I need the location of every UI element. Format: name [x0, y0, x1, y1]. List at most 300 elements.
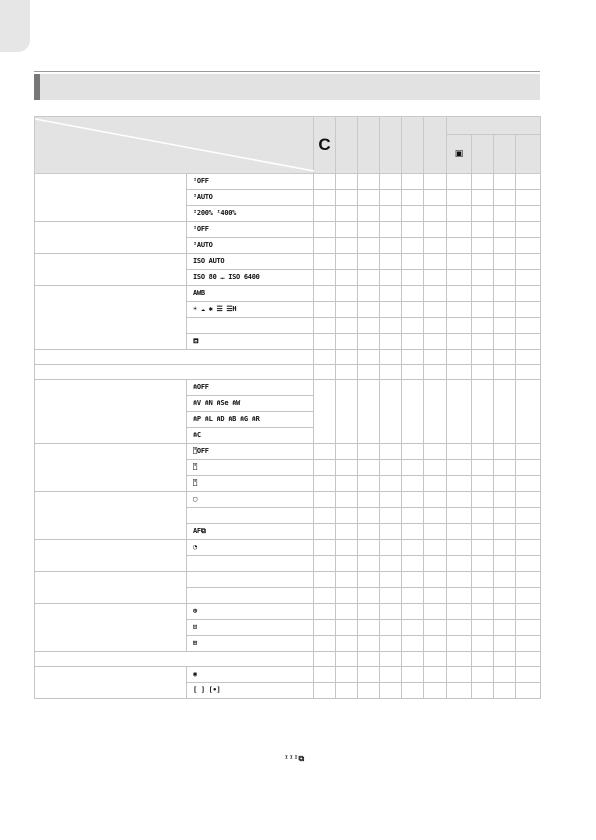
table-row — [35, 540, 541, 556]
mode-availability-cell — [447, 444, 472, 460]
mode-availability-cell — [516, 492, 541, 508]
mode-availability-cell — [447, 556, 472, 572]
mode-availability-cell — [494, 556, 516, 572]
setting-icon-cell — [187, 206, 314, 222]
header-diagonal-line — [35, 117, 314, 173]
mode-availability-cell — [424, 286, 447, 302]
setting-icon-cell — [187, 270, 314, 286]
setting-icon: ᴵOFF — [193, 176, 209, 185]
mode-availability-cell — [358, 667, 380, 683]
mode-availability-cell — [314, 190, 336, 206]
mode-availability-cell — [358, 334, 380, 350]
setting-icon: ⊞ — [193, 638, 197, 647]
setting-icon: ᴵAUTO — [193, 240, 213, 249]
mode-availability-cell — [336, 588, 358, 604]
mode-availability-cell — [494, 380, 516, 444]
mode-availability-cell — [358, 254, 380, 270]
mode-availability-cell — [494, 238, 516, 254]
mode-availability-cell — [472, 286, 494, 302]
mode-availability-cell — [380, 254, 402, 270]
mode-availability-cell — [402, 492, 424, 508]
mode-availability-cell — [472, 254, 494, 270]
mode-availability-cell — [516, 222, 541, 238]
setting-icon: ᴵOFF — [193, 224, 209, 233]
mode-col-3-header — [358, 117, 380, 174]
mode-availability-cell — [472, 206, 494, 222]
mode-availability-cell — [402, 286, 424, 302]
setting-icon-cell — [187, 588, 314, 604]
page-thumb-tab — [0, 0, 30, 52]
mode-availability-cell — [336, 444, 358, 460]
footer-mode-icon: ᴵᴵᴵ⧉ — [284, 754, 305, 763]
mode-col-4-header — [380, 117, 402, 174]
mode-availability-cell — [516, 683, 541, 699]
mode-availability-cell — [472, 604, 494, 620]
setting-icon-cell — [187, 667, 314, 683]
header-diagonal-cell — [35, 117, 314, 174]
setting-icon-cell — [187, 222, 314, 238]
mode-availability-cell — [358, 588, 380, 604]
mode-availability-cell — [516, 636, 541, 652]
mode-availability-cell — [402, 667, 424, 683]
mode-availability-cell — [516, 286, 541, 302]
mode-availability-cell — [424, 318, 447, 334]
table-row — [35, 286, 541, 302]
function-name-cell — [35, 350, 314, 365]
mode-availability-cell — [472, 190, 494, 206]
mode-availability-cell — [516, 540, 541, 556]
mode-col-8-header — [472, 135, 494, 174]
mode-availability-cell — [314, 652, 336, 667]
mode-availability-cell — [336, 492, 358, 508]
mode-availability-cell — [516, 620, 541, 636]
mode-availability-cell — [358, 190, 380, 206]
mode-availability-cell — [336, 270, 358, 286]
mode-availability-cell — [424, 636, 447, 652]
function-name-cell — [35, 604, 187, 652]
setting-icon: ISO AUTO — [193, 256, 225, 265]
function-name-cell — [35, 222, 187, 254]
setting-icon-cell — [187, 254, 314, 270]
mode-availability-cell — [447, 492, 472, 508]
mode-availability-cell — [494, 444, 516, 460]
mode-availability-cell — [494, 286, 516, 302]
mode-availability-cell — [472, 508, 494, 524]
mode-availability-cell — [358, 508, 380, 524]
mode-availability-cell — [314, 444, 336, 460]
mode-availability-cell — [336, 174, 358, 190]
mode-availability-cell — [424, 588, 447, 604]
mode-availability-cell — [424, 302, 447, 318]
mode-availability-cell — [402, 254, 424, 270]
scene-camera-icon: ▣ — [447, 135, 472, 174]
mode-availability-cell — [447, 318, 472, 334]
mode-availability-cell — [516, 476, 541, 492]
function-name-cell — [35, 652, 314, 667]
mode-availability-cell — [494, 620, 516, 636]
mode-availability-cell — [314, 620, 336, 636]
mode-availability-cell — [494, 540, 516, 556]
mode-availability-cell — [336, 508, 358, 524]
mode-availability-cell — [402, 222, 424, 238]
mode-availability-cell — [424, 476, 447, 492]
mode-availability-cell — [516, 524, 541, 540]
setting-icon-cell — [187, 286, 314, 302]
mode-availability-cell — [516, 556, 541, 572]
mode-availability-cell — [314, 286, 336, 302]
setting-icon-cell — [187, 508, 314, 524]
function-name-cell — [35, 286, 187, 350]
mode-availability-cell — [447, 683, 472, 699]
mode-availability-cell — [447, 588, 472, 604]
mode-availability-cell — [447, 350, 472, 365]
mode-availability-cell — [472, 492, 494, 508]
setting-icon-cell — [187, 492, 314, 508]
mode-availability-cell — [472, 588, 494, 604]
mode-availability-cell — [358, 302, 380, 318]
mode-availability-cell — [447, 476, 472, 492]
mode-availability-cell — [516, 572, 541, 588]
mode-availability-cell — [424, 222, 447, 238]
setting-icon-cell — [187, 460, 314, 476]
setting-icon-cell — [187, 412, 314, 428]
mode-availability-cell — [358, 206, 380, 222]
mode-availability-cell — [447, 652, 472, 667]
mode-availability-cell — [336, 222, 358, 238]
mode-availability-cell — [447, 302, 472, 318]
setting-icon-cell — [187, 428, 314, 444]
mode-availability-cell — [516, 652, 541, 667]
mode-availability-cell — [494, 508, 516, 524]
mode-availability-cell — [314, 556, 336, 572]
mode-availability-cell — [336, 302, 358, 318]
mode-availability-cell — [494, 476, 516, 492]
mode-availability-cell — [314, 302, 336, 318]
mode-availability-cell — [336, 238, 358, 254]
mode-availability-cell — [314, 524, 336, 540]
mode-availability-cell — [472, 524, 494, 540]
mode-availability-cell — [447, 190, 472, 206]
mode-availability-cell — [472, 302, 494, 318]
mode-availability-cell — [472, 334, 494, 350]
mode-availability-cell — [402, 476, 424, 492]
mode-availability-cell — [380, 524, 402, 540]
mode-availability-cell — [424, 365, 447, 380]
mode-availability-cell — [402, 540, 424, 556]
mode-availability-cell — [516, 318, 541, 334]
mode-availability-cell — [447, 460, 472, 476]
function-name-cell — [35, 572, 187, 604]
mode-availability-cell — [314, 270, 336, 286]
mode-availability-cell — [314, 380, 336, 444]
mode-availability-cell — [402, 556, 424, 572]
mode-availability-cell — [494, 190, 516, 206]
mode-availability-cell — [336, 286, 358, 302]
mode-availability-cell — [424, 270, 447, 286]
mode-availability-cell — [494, 588, 516, 604]
mode-availability-cell — [494, 254, 516, 270]
mode-availability-cell — [358, 380, 380, 444]
mode-availability-cell — [424, 444, 447, 460]
setting-icon: ▢ — [193, 494, 197, 503]
mode-availability-cell — [358, 492, 380, 508]
setting-icon-cell — [187, 302, 314, 318]
mode-availability-cell — [472, 556, 494, 572]
function-name-cell — [35, 667, 187, 699]
mode-availability-cell — [447, 270, 472, 286]
mode-col-2-header — [336, 117, 358, 174]
mode-availability-cell — [380, 286, 402, 302]
mode-availability-cell — [336, 476, 358, 492]
mode-availability-cell — [424, 652, 447, 667]
mode-availability-cell — [336, 318, 358, 334]
setting-icon: ᴵ200% ᴵ400% — [193, 208, 237, 217]
mode-availability-cell — [358, 222, 380, 238]
mode-availability-cell — [424, 667, 447, 683]
mode-availability-cell — [314, 636, 336, 652]
mode-col-5-header — [402, 117, 424, 174]
mode-availability-cell — [472, 318, 494, 334]
mode-availability-cell — [447, 572, 472, 588]
table-row — [35, 365, 541, 380]
mode-availability-cell — [472, 636, 494, 652]
mode-availability-cell — [447, 206, 472, 222]
mode-availability-cell — [472, 350, 494, 365]
setting-icon-cell — [187, 556, 314, 572]
setting-icon: ⍝V ⍝N ⍝Se ⍝W — [193, 398, 240, 407]
mode-availability-cell — [380, 350, 402, 365]
mode-availability-cell — [380, 460, 402, 476]
mode-availability-cell — [494, 302, 516, 318]
mode-availability-cell — [494, 350, 516, 365]
mode-availability-cell — [472, 620, 494, 636]
mode-availability-cell — [314, 476, 336, 492]
mode-availability-cell — [516, 350, 541, 365]
mode-availability-cell — [358, 540, 380, 556]
mode-col-9-header — [494, 135, 516, 174]
mode-availability-cell — [314, 222, 336, 238]
mode-availability-cell — [402, 683, 424, 699]
mode-availability-cell — [472, 444, 494, 460]
mode-availability-cell — [336, 683, 358, 699]
mode-availability-cell — [447, 334, 472, 350]
mode-availability-cell — [516, 206, 541, 222]
mode-availability-cell — [447, 620, 472, 636]
function-name-cell — [35, 380, 187, 444]
mode-availability-cell — [516, 270, 541, 286]
mode-availability-cell — [516, 508, 541, 524]
section-marker — [34, 74, 40, 100]
mode-availability-cell — [402, 508, 424, 524]
mode-availability-cell — [358, 460, 380, 476]
table-row — [35, 444, 541, 460]
mode-availability-cell — [447, 174, 472, 190]
mode-availability-cell — [358, 652, 380, 667]
mode-availability-cell — [380, 318, 402, 334]
mode-availability-cell — [402, 365, 424, 380]
mode-availability-cell — [447, 604, 472, 620]
mode-availability-cell — [336, 365, 358, 380]
mode-col-10-header — [516, 135, 541, 174]
mode-availability-cell — [402, 380, 424, 444]
setting-icon: ⊕ — [193, 606, 197, 615]
mode-availability-cell — [358, 683, 380, 699]
table-row — [35, 254, 541, 270]
mode-availability-cell — [472, 238, 494, 254]
mode-availability-cell — [314, 508, 336, 524]
mode-col-6-header — [424, 117, 447, 174]
mode-availability-cell — [516, 444, 541, 460]
mode-availability-cell — [424, 380, 447, 444]
mode-availability-cell — [424, 460, 447, 476]
mode-availability-cell — [380, 588, 402, 604]
mode-availability-cell — [472, 683, 494, 699]
mode-availability-cell — [402, 460, 424, 476]
mode-availability-cell — [472, 365, 494, 380]
mode-availability-cell — [336, 604, 358, 620]
mode-availability-cell — [424, 190, 447, 206]
mode-availability-cell — [358, 556, 380, 572]
mode-availability-cell — [336, 636, 358, 652]
availability-table — [34, 116, 541, 699]
setting-icon-cell — [187, 174, 314, 190]
setting-icon-cell — [187, 604, 314, 620]
mode-availability-cell — [472, 174, 494, 190]
mode-availability-cell — [424, 492, 447, 508]
mode-availability-cell — [494, 683, 516, 699]
setting-icon: ◔ — [193, 542, 197, 551]
mode-availability-cell — [314, 350, 336, 365]
mode-availability-cell — [314, 206, 336, 222]
setting-icon-cell — [187, 636, 314, 652]
mode-availability-cell — [336, 254, 358, 270]
setting-icon: [ ] [•] — [193, 685, 221, 694]
setting-icon-cell — [187, 620, 314, 636]
mode-availability-cell — [424, 556, 447, 572]
mode-availability-cell — [336, 556, 358, 572]
mode-availability-cell — [336, 460, 358, 476]
mode-availability-cell — [424, 238, 447, 254]
setting-icon-cell — [187, 540, 314, 556]
mode-c-header: C — [314, 117, 336, 174]
mode-availability-cell — [380, 683, 402, 699]
mode-availability-cell — [494, 667, 516, 683]
table-row — [35, 667, 541, 683]
setting-icon: AWB — [193, 288, 205, 297]
table-row — [35, 174, 541, 190]
table-row — [35, 604, 541, 620]
table-row — [35, 652, 541, 667]
mode-availability-cell — [424, 683, 447, 699]
mode-availability-cell — [494, 652, 516, 667]
mode-availability-cell — [402, 652, 424, 667]
mode-availability-cell — [424, 508, 447, 524]
function-name-cell — [35, 254, 187, 286]
mode-availability-cell — [336, 540, 358, 556]
mode-availability-cell — [358, 350, 380, 365]
mode-availability-cell — [516, 190, 541, 206]
setting-icon-cell — [187, 318, 314, 334]
mode-availability-cell — [314, 588, 336, 604]
mode-availability-cell — [336, 652, 358, 667]
table-row — [35, 350, 541, 365]
mode-availability-cell — [472, 572, 494, 588]
setting-icon-cell — [187, 444, 314, 460]
mode-availability-cell — [380, 667, 402, 683]
mode-availability-cell — [402, 444, 424, 460]
mode-availability-cell — [494, 604, 516, 620]
mode-availability-cell — [402, 334, 424, 350]
table-row — [35, 380, 541, 396]
mode-availability-cell — [402, 524, 424, 540]
mode-availability-cell — [380, 302, 402, 318]
mode-availability-cell — [402, 572, 424, 588]
mode-availability-cell — [336, 667, 358, 683]
mode-availability-cell — [314, 254, 336, 270]
mode-availability-cell — [314, 238, 336, 254]
mode-availability-cell — [447, 524, 472, 540]
setting-icon-cell — [187, 476, 314, 492]
mode-availability-cell — [358, 444, 380, 460]
mode-availability-cell — [336, 334, 358, 350]
mode-availability-cell — [472, 667, 494, 683]
mode-availability-cell — [516, 254, 541, 270]
mode-availability-cell — [314, 540, 336, 556]
mode-availability-cell — [494, 460, 516, 476]
mode-availability-cell — [314, 318, 336, 334]
mode-availability-cell — [494, 270, 516, 286]
section-header-bar — [34, 74, 540, 100]
mode-availability-cell — [402, 620, 424, 636]
setting-icon-cell — [187, 238, 314, 254]
mode-availability-cell — [447, 667, 472, 683]
mode-availability-cell — [336, 190, 358, 206]
mode-availability-cell — [402, 270, 424, 286]
mode-availability-cell — [516, 302, 541, 318]
function-name-cell — [35, 444, 187, 492]
mode-availability-cell — [380, 556, 402, 572]
mode-availability-cell — [380, 652, 402, 667]
mode-availability-cell — [314, 334, 336, 350]
mode-availability-cell — [380, 572, 402, 588]
mode-availability-cell — [380, 476, 402, 492]
mode-availability-cell — [472, 380, 494, 444]
mode-availability-cell — [516, 588, 541, 604]
mode-availability-cell — [402, 588, 424, 604]
mode-availability-cell — [314, 460, 336, 476]
mode-availability-cell — [447, 286, 472, 302]
setting-icon: ISO 80 … ISO 6400 — [193, 272, 260, 281]
mode-availability-cell — [380, 492, 402, 508]
mode-group-header — [447, 117, 541, 135]
mode-availability-cell — [494, 636, 516, 652]
mode-availability-cell — [336, 524, 358, 540]
mode-availability-cell — [494, 222, 516, 238]
mode-availability-cell — [402, 604, 424, 620]
mode-availability-cell — [380, 222, 402, 238]
function-name-cell — [35, 365, 314, 380]
setting-icon: ᴵAUTO — [193, 192, 213, 201]
mode-availability-cell — [424, 254, 447, 270]
mode-availability-cell — [358, 174, 380, 190]
setting-icon-cell — [187, 524, 314, 540]
mode-availability-cell — [402, 302, 424, 318]
mode-availability-cell — [314, 604, 336, 620]
mode-availability-cell — [447, 365, 472, 380]
mode-availability-cell — [516, 334, 541, 350]
mode-availability-cell — [380, 380, 402, 444]
mode-availability-cell — [336, 380, 358, 444]
